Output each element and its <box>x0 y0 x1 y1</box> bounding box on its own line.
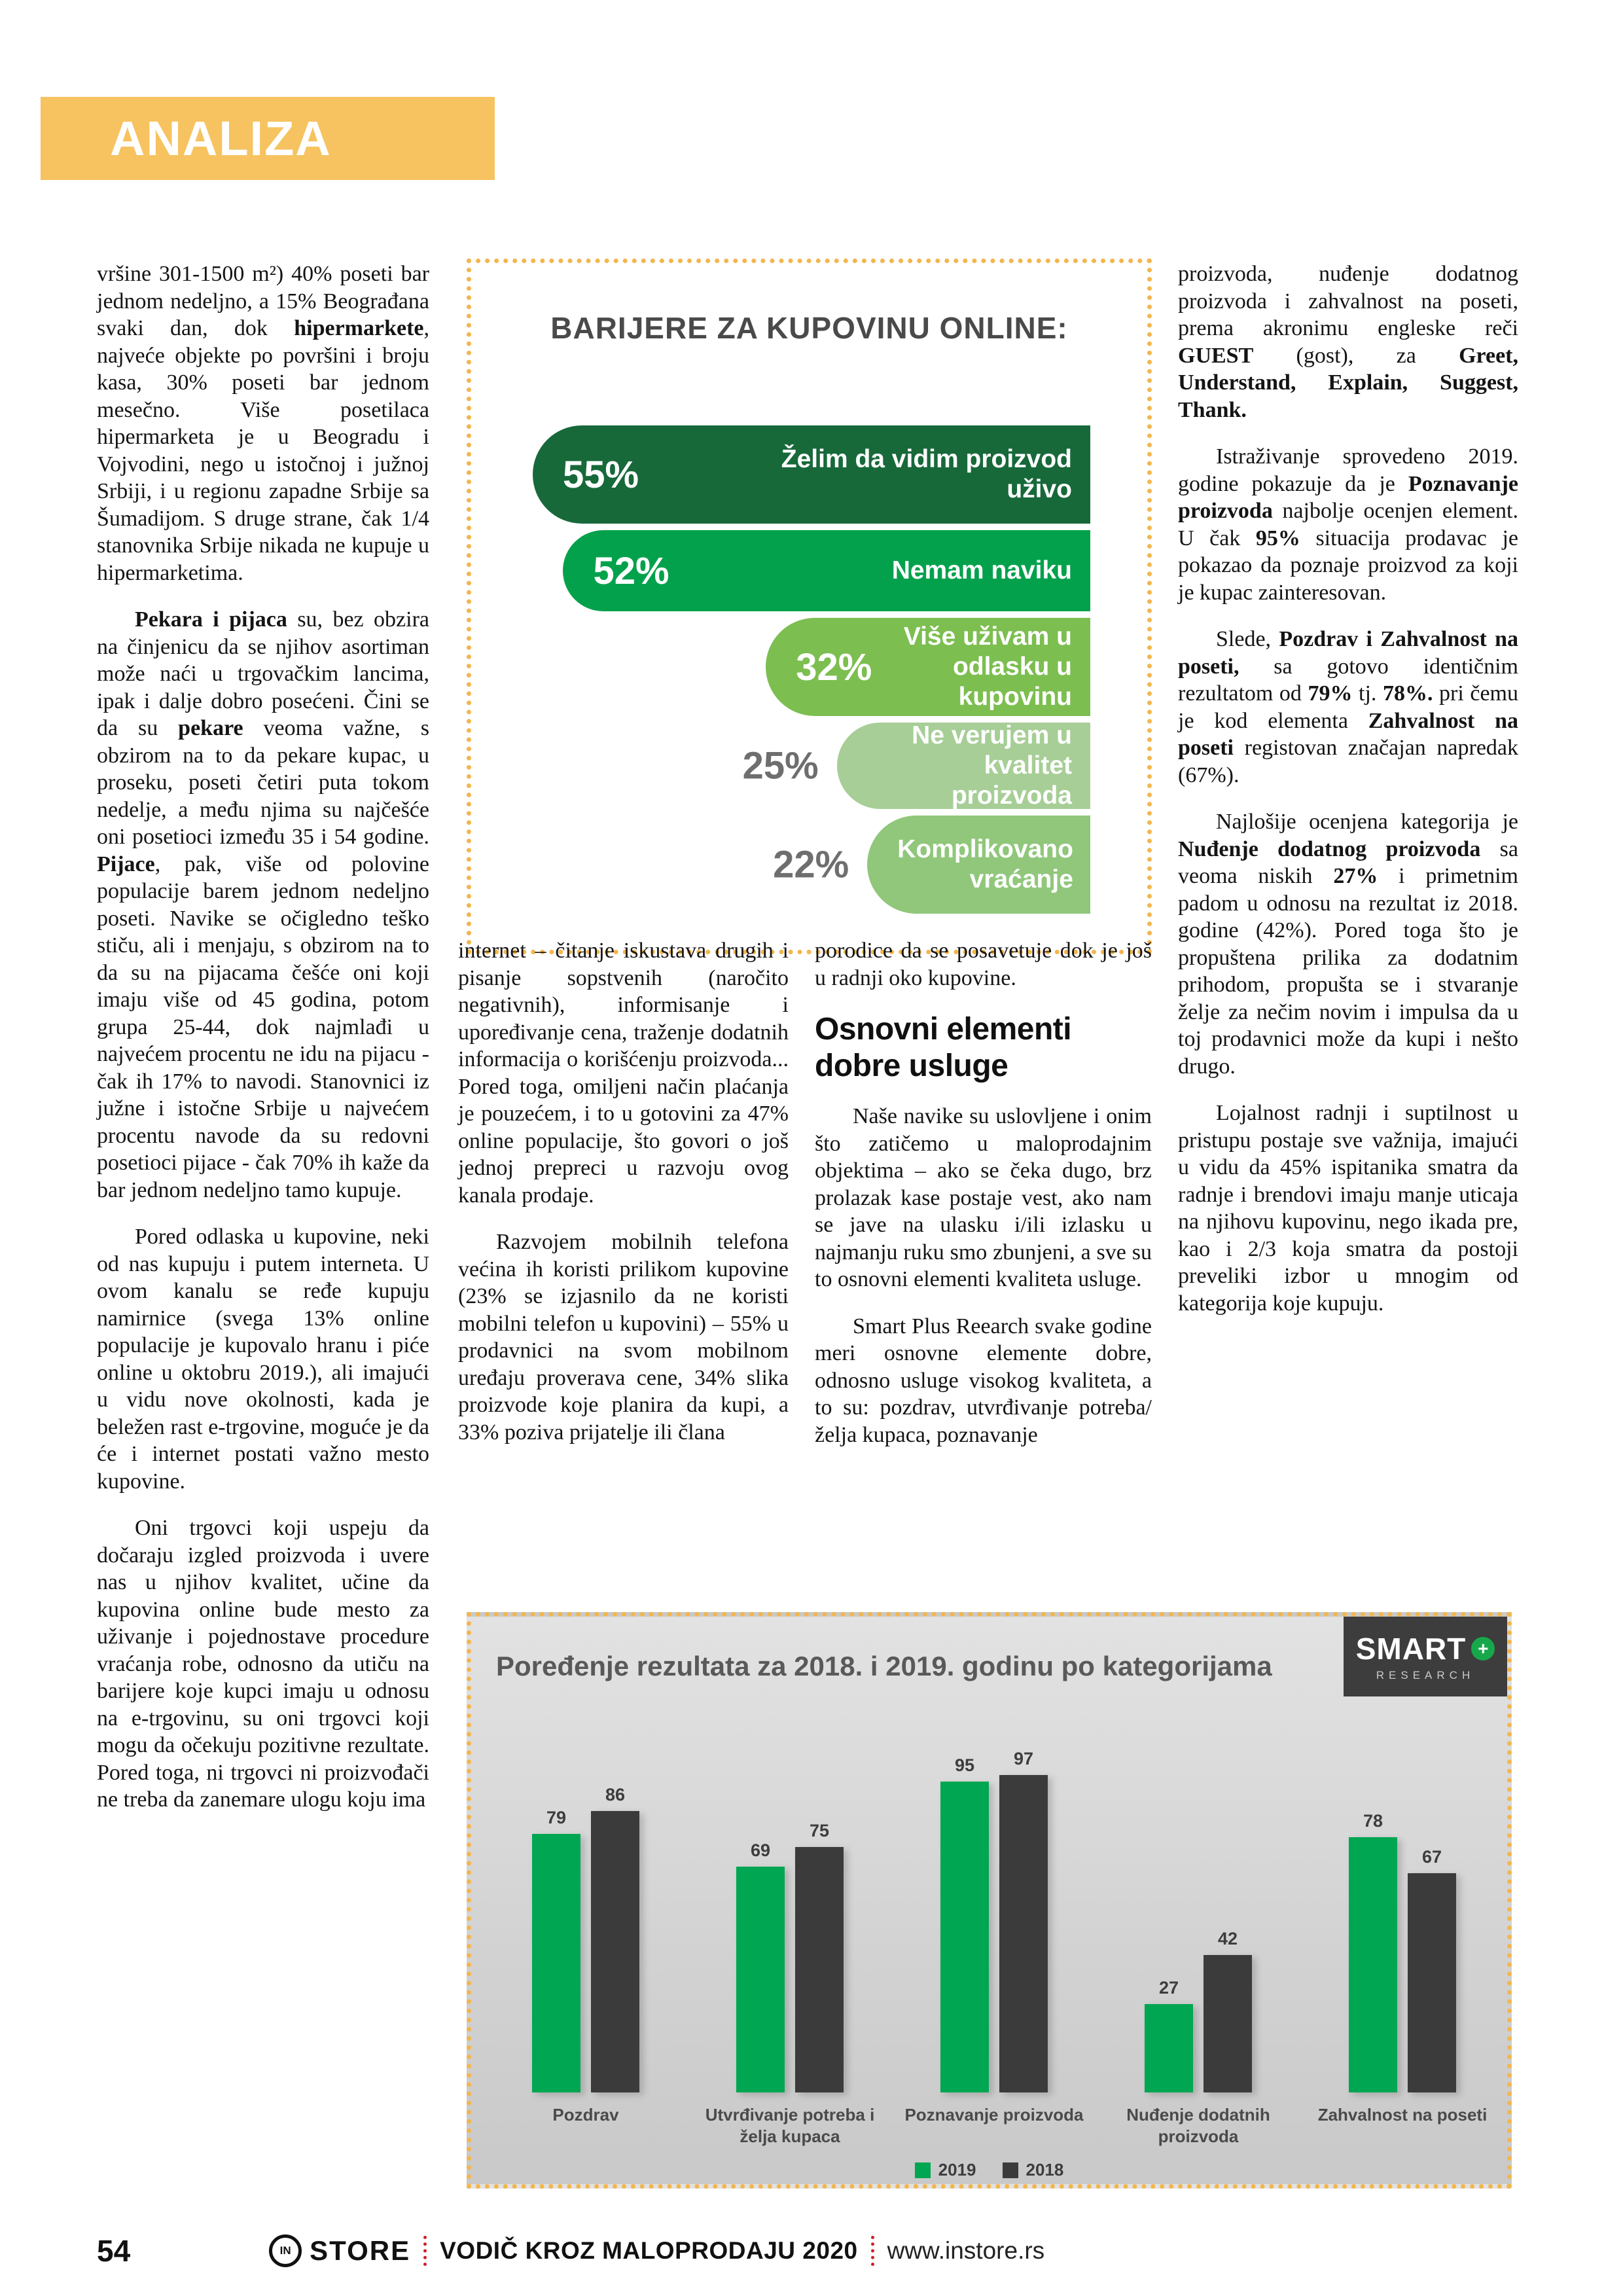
section-title: ANALIZA <box>110 111 332 166</box>
barrier-row <box>533 618 1090 716</box>
bar-2018 <box>1204 1929 1252 2092</box>
bar-value-label: 75 <box>809 1821 830 1840</box>
comparison-category-labels <box>471 2104 1507 2157</box>
bar-2019 <box>940 1755 989 2092</box>
paragraph: Istraživanje sprovedeno 2019. godine pokazuje da je Poznavanje proizvoda najbolje ocenjen element. U čak 95% situacija prodavac je pokazao da poznaje proizvod za koji je kupac zainteresovan. <box>1178 444 1518 605</box>
bar-group <box>1349 1811 1456 2092</box>
bar-value-label: 86 <box>605 1785 626 1804</box>
text-column-1 <box>97 260 429 2178</box>
barrier-value: 52% <box>593 549 669 592</box>
instore-logo-icon: IN <box>269 2234 302 2267</box>
chart-legend <box>471 2160 1507 2180</box>
bar-value-label: 78 <box>1363 1811 1383 1831</box>
barrier-value: 25% <box>742 744 819 787</box>
paragraph: Pored odlaska u kupovine, neki od nas kupuju i putem interneta. U ovom kanalu se ređe kupuju namirnice (svega 13% online populacije je kupovalo hranu i piće online u oktobru 2019.), ali imajući u vidu nove okolnosti, kada je beležen rast e-trgovine, moguće je da će i internet postati važno mesto kupovine. <box>97 1225 429 1494</box>
comparison-chart <box>467 1612 1512 2189</box>
legend-item-2019 <box>915 2160 976 2180</box>
paragraph: vršine 301-1500 m²) 40% poseti bar jednom nedeljno, a 15% Beograđana svaki dan, dok hipermarkete, najveće objekte po površini i broju kasa, 30% poseti bar jednom mesečno. Više posetilaca hipermarketa je u Beogradu i Vojvodini, nego u istočnoj i južnoj Srbiji, i u regionu zapadne Srbije sa Šumadijom. S druge strane, čak 1/4 stanovnika Srbije nikada ne kupuje u hipermarketima. <box>97 262 429 585</box>
smart-research-logo <box>1344 1617 1507 1696</box>
bar-2018 <box>1408 1847 1456 2092</box>
barrier-bar <box>766 618 1090 716</box>
bar-2018 <box>591 1785 639 2092</box>
section-header-band <box>41 97 495 180</box>
smart-logo-subtext: RESEARCH <box>1376 1669 1475 1681</box>
red-dotted-divider <box>871 2236 874 2266</box>
bar-2019 <box>736 1840 785 2092</box>
barrier-bar <box>533 425 1090 524</box>
text-column-3-rest <box>815 1103 1152 1448</box>
paragraph: Naše navike su uslovljene i onim što zatičemo u maloprodajnim objektima – ako se čeka dugo, brz prolazak kase postaje vest, ako nam se jave na ulasku i/ili izlasku u najmanju ruku smo zbunjeni, a sve su to osnovni elementi kvaliteta usluge. <box>815 1104 1152 1291</box>
edition-title: VODIČ KROZ MALOPRODAJU 2020 <box>440 2237 858 2264</box>
barriers-bars <box>533 425 1090 920</box>
barrier-bar <box>563 530 1090 611</box>
page-footer <box>97 2233 1525 2269</box>
bar-group <box>940 1749 1048 2092</box>
text-column-3-intro <box>815 937 1152 992</box>
text-column-4 <box>1178 260 1518 1543</box>
bar-value-label: 97 <box>1013 1749 1034 1768</box>
legend-label: 2018 <box>1026 2160 1064 2179</box>
paragraph: Oni trgovci koji uspeju da dočaraju izgled proizvoda i uvere nas u njihov kvalitet, učine da kupovina online bude mesto za uživanje i pojednostave procedure vraćanja robe, odnosno da utiču na barijere koje kupci imaju u odnosu na e-trgovinu, su oni trgovci koji mogu da očekuju pozitivne rezultate. Pored toga, ni trgovci ni proizvođači ne treba da zanemare ulogu koju ima <box>97 1516 429 1812</box>
bar-2018 <box>795 1821 844 2092</box>
barrier-value: 55% <box>563 453 639 496</box>
barrier-row <box>533 816 1090 914</box>
paragraph: internet – čitanje iskustava drugih i pisanje sopstvenih (naročito negativnih), informisanje i upoređivanje cena, traženje dodatnih informacija o korišćenju proizvoda... Pored toga, omiljeni način plaćanja je pouzećem, i to u gotovini za 47% online populacije, što govori o još jednoj prepreci u razvoju ovog kanala prodaje. <box>458 939 789 1208</box>
text-column-3 <box>815 937 1152 1592</box>
bar-value-label: 27 <box>1158 1978 1179 1998</box>
bar-group <box>736 1821 844 2092</box>
text-column-2 <box>458 937 789 1592</box>
legend-item-2018 <box>1003 2160 1064 2180</box>
bar-value-label: 95 <box>954 1755 975 1775</box>
barrier-label: Ne verujem u kvalitet proizvoda <box>912 721 1072 810</box>
subsection-heading: Osnovni elementi dobre usluge <box>815 1012 1072 1083</box>
comparison-plot <box>471 1749 1507 2092</box>
category-label: Nuđenje dodatnih proizvoda <box>1126 2105 1270 2146</box>
bar-value-label: 79 <box>546 1808 567 1827</box>
paragraph: Lojalnost radnji i suptilnost u pristupu postaje sve važnija, imajući u vidu da 45% ispitanika smatra da radnje i brendovi imaju manje uticaja na njihovu kupovinu, nego ikada pre, kao i 2/3 koja smatra da postoji preveliki izbor u mnogim od kategorija koje kupuju. <box>1178 1101 1518 1316</box>
barrier-label: Više uživam u odlasku u kupovinu <box>903 622 1072 711</box>
barrier-row <box>533 530 1090 611</box>
paragraph: proizvoda, nuđenje dodatnog proizvoda i zahvalnost na poseti, prema akronimu engleske reči GUEST (gost), za Greet, Understand, Explain, Suggest, Thank. <box>1178 262 1518 422</box>
paragraph: Pekara i pijaca su, bez obzira na činjenicu da se njihov asortiman može naći u trgovačkim lancima, ipak i dalje dobro posećeni. Čini se da su pekare veoma važne, s obzirom na to da pekare kupac, u proseku, poseti četiri puta tokom nedelje, a među njima su najčešće oni posetioci između 35 i 54 godine. Pijace, pak, više od polovine populacije barem jednom nedeljno poseti. Navike se očigledno teško stiču, ali i menjaju, s obzirom na to da su na pijacama češće oni koji imaju više od 45 godina, potom grupa 25-44, dok najmlađi u najvećem procentu ne idu na pijacu - čak ih 17% to navodi. Stanovnici iz južne i istočne Srbije u najvećem procentu navode da su redovni posetioci pijace - čak 70% ih kaže da bar jednom nedeljno tamo kupuje. <box>97 607 430 1202</box>
barriers-chart <box>467 259 1152 954</box>
barrier-label: Nemam naviku <box>891 556 1072 584</box>
category-label: Poznavanje proizvoda <box>904 2105 1084 2125</box>
smart-logo-plus-icon: + <box>1471 1637 1495 1660</box>
paragraph: porodice da se posavetuje dok je još u radnji oko kupovine. <box>815 939 1152 990</box>
category-label: Pozdrav <box>552 2105 619 2125</box>
barrier-bar <box>867 816 1090 914</box>
bar-value-label: 42 <box>1217 1929 1238 1948</box>
bar-value-label: 67 <box>1421 1847 1442 1867</box>
bar-2018 <box>999 1749 1048 2092</box>
bar-2019 <box>1349 1811 1397 2092</box>
bar-2019 <box>1145 1978 1193 2092</box>
bar-value-label: 69 <box>750 1840 771 1860</box>
barrier-value: 22% <box>773 843 849 886</box>
website-url: www.instore.rs <box>887 2237 1045 2264</box>
barrier-bar <box>837 723 1090 809</box>
comparison-chart-title: Poređenje rezultata za 2018. i 2019. godinu po kategorijama <box>496 1651 1272 1681</box>
paragraph: Razvojem mobilnih telefona većina ih koristi prilikom kupovine (23% se izjasnilo da ne koristi mobilni telefon u kupovini) – 55% u prodavnici na svom mobilnom uređaju proverava cene, 34% slika proizvode koje planira da kupi, a 33% poziva prijatelje ili člana <box>458 1230 789 1444</box>
smart-logo-text: SMART <box>1355 1632 1467 1666</box>
paragraph: Najlošije ocenjena kategorija je Nuđenje dodatnog proizvoda sa veoma niskih 27% i primetnim padom u odnosu na rezultat iz 2018. godine (42%). Pored toga što je propuštena prilika za dodatnim prihodom, propušta se i stvaranje želje za nečim novim i impulsa da u toj prodavnici može da kupi i nešto drugo. <box>1178 810 1518 1079</box>
barriers-chart-title: BARIJERE ZA KUPOVINU ONLINE: <box>550 311 1068 345</box>
brand-name: STORE <box>310 2235 411 2266</box>
category-label: Zahvalnost na poseti <box>1317 2105 1488 2125</box>
barrier-value: 32% <box>796 645 872 689</box>
bar-group <box>1145 1929 1252 2092</box>
page-number: 54 <box>97 2234 131 2268</box>
red-dotted-divider <box>423 2236 427 2266</box>
category-label: Utvrđivanje potreba i želja kupaca <box>705 2105 875 2146</box>
paragraph: Slede, Pozdrav i Zahvalnost na poseti, sa gotovo identičnim rezultatom od 79% tj. 78%. pri čemu je kod elementa Zahvalnost na poseti registovan značajan napredak (67%). <box>1178 627 1518 787</box>
footer-publication-info <box>269 2234 1044 2267</box>
barrier-label: Komplikovano vraćanje <box>897 835 1073 893</box>
legend-swatch <box>1003 2162 1018 2178</box>
legend-label: 2019 <box>938 2160 976 2179</box>
barrier-label: Želim da vidim proizvod uživo <box>781 445 1072 503</box>
bar-2019 <box>532 1808 580 2092</box>
legend-swatch <box>915 2162 931 2178</box>
paragraph: Smart Plus Reearch svake godine meri osnovne elemente dobre, odnosno usluge visokog kvaliteta, a to su: pozdrav, utvrđivanje potreba/želja kupaca, poznavanje <box>815 1314 1152 1447</box>
barrier-row <box>533 425 1090 524</box>
bar-group <box>532 1785 639 2092</box>
barrier-row <box>533 723 1090 809</box>
